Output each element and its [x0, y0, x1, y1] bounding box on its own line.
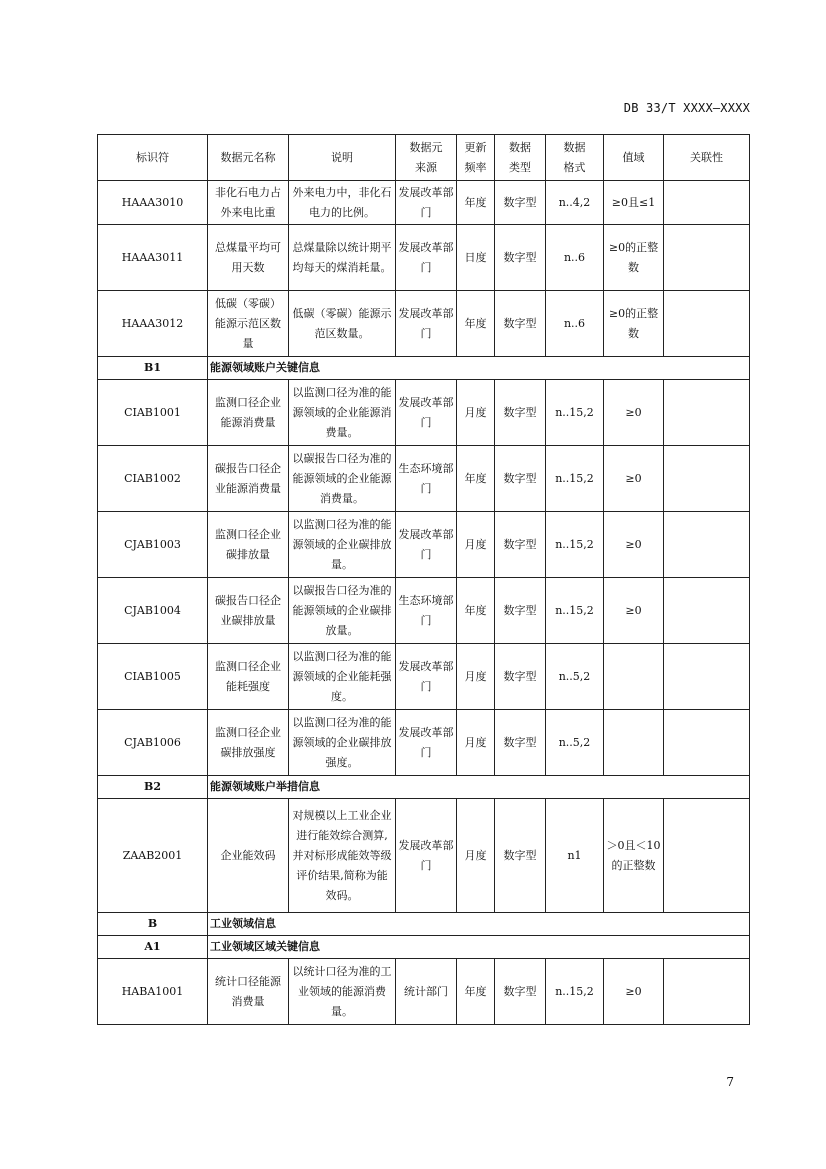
frequency-cell: 年度 [457, 446, 495, 512]
frequency-cell: 月度 [457, 512, 495, 578]
data-type-cell: 数字型 [495, 181, 546, 225]
source-cell: 生态环境部门 [396, 578, 457, 644]
col-header-data-format: 数据 格式 [546, 135, 604, 181]
frequency-cell: 年度 [457, 181, 495, 225]
element-name-cell: 监测口径企业碳排放强度 [208, 710, 289, 776]
element-name-cell: 监测口径企业碳排放量 [208, 512, 289, 578]
data-format-cell: n..5,2 [546, 710, 604, 776]
description-cell: 以监测口径为准的能源领域的企业碳排放强度。 [289, 710, 396, 776]
identifier-cell: HAAA3012 [98, 291, 208, 357]
source-cell: 发展改革部门 [396, 644, 457, 710]
value-range-cell [604, 710, 664, 776]
section-code: A1 [98, 936, 208, 959]
table-row [98, 446, 750, 512]
data-format-cell: n..5,2 [546, 644, 604, 710]
data-type-cell: 数字型 [495, 512, 546, 578]
data-element-table [97, 134, 750, 1025]
data-format-cell: n..15,2 [546, 446, 604, 512]
identifier-cell: HAAA3011 [98, 225, 208, 291]
element-name-cell: 统计口径能源消费量 [208, 959, 289, 1025]
frequency-cell: 月度 [457, 644, 495, 710]
element-name-cell: 企业能效码 [208, 799, 289, 913]
data-format-cell: n..15,2 [546, 380, 604, 446]
frequency-cell: 月度 [457, 799, 495, 913]
table-header-row [98, 135, 750, 181]
value-range-cell: ＞0且＜10的正整数 [604, 799, 664, 913]
description-cell: 以监测口径为准的能源领域的企业能源消费量。 [289, 380, 396, 446]
element-name-cell: 监测口径企业能源消费量 [208, 380, 289, 446]
frequency-cell: 年度 [457, 291, 495, 357]
document-code: DB 33/T XXXX—XXXX [623, 101, 750, 115]
data-type-cell: 数字型 [495, 291, 546, 357]
data-type-cell: 数字型 [495, 380, 546, 446]
value-range-cell: ≥0 [604, 380, 664, 446]
col-header-source: 数据元 来源 [396, 135, 457, 181]
description-cell: 总煤量除以统计期平均每天的煤消耗量。 [289, 225, 396, 291]
table-row [98, 225, 750, 291]
frequency-cell: 年度 [457, 578, 495, 644]
relation-cell [664, 644, 750, 710]
identifier-cell: HABA1001 [98, 959, 208, 1025]
description-cell: 对规模以上工业企业进行能效综合测算,并对标形成能效等级评价结果,简称为能效码。 [289, 799, 396, 913]
description-cell: 以碳报告口径为准的能源领域的企业碳排放量。 [289, 578, 396, 644]
table-row [98, 710, 750, 776]
col-header-frequency: 更新 频率 [457, 135, 495, 181]
page-number: 7 [726, 1075, 734, 1089]
data-format-cell: n1 [546, 799, 604, 913]
identifier-cell: CJAB1006 [98, 710, 208, 776]
section-row [98, 776, 750, 799]
description-cell: 以监测口径为准的能源领域的企业碳排放量。 [289, 512, 396, 578]
col-header-data-type: 数据 类型 [495, 135, 546, 181]
section-code: B [98, 913, 208, 936]
description-cell: 以监测口径为准的能源领域的企业能耗强度。 [289, 644, 396, 710]
section-code: B1 [98, 357, 208, 380]
relation-cell [664, 512, 750, 578]
source-cell: 发展改革部门 [396, 512, 457, 578]
element-name-cell: 监测口径企业能耗强度 [208, 644, 289, 710]
description-cell: 低碳（零碳）能源示范区数量。 [289, 291, 396, 357]
data-type-cell: 数字型 [495, 578, 546, 644]
source-cell: 发展改革部门 [396, 799, 457, 913]
data-type-cell: 数字型 [495, 959, 546, 1025]
table-row [98, 291, 750, 357]
value-range-cell: ≥0 [604, 578, 664, 644]
value-range-cell: ≥0的正整数 [604, 291, 664, 357]
identifier-cell: CJAB1003 [98, 512, 208, 578]
table-row [98, 512, 750, 578]
col-header-relation: 关联性 [664, 135, 750, 181]
data-format-cell: n..6 [546, 225, 604, 291]
source-cell: 发展改革部门 [396, 181, 457, 225]
table-row [98, 959, 750, 1025]
section-title: 能源领域账户举措信息 [208, 776, 750, 799]
element-name-cell: 总煤量平均可用天数 [208, 225, 289, 291]
value-range-cell: ≥0 [604, 446, 664, 512]
col-header-description: 说明 [289, 135, 396, 181]
identifier-cell: ZAAB2001 [98, 799, 208, 913]
identifier-cell: CIAB1005 [98, 644, 208, 710]
frequency-cell: 年度 [457, 959, 495, 1025]
description-cell: 以统计口径为准的工业领域的能源消费量。 [289, 959, 396, 1025]
frequency-cell: 日度 [457, 225, 495, 291]
value-range-cell: ≥0且≤1 [604, 181, 664, 225]
section-title: 能源领域账户关键信息 [208, 357, 750, 380]
table-row [98, 799, 750, 913]
value-range-cell [604, 644, 664, 710]
data-format-cell: n..15,2 [546, 578, 604, 644]
element-name-cell: 碳报告口径企业碳排放量 [208, 578, 289, 644]
section-title: 工业领域区域关键信息 [208, 936, 750, 959]
relation-cell [664, 799, 750, 913]
identifier-cell: HAAA3010 [98, 181, 208, 225]
section-row [98, 913, 750, 936]
relation-cell [664, 710, 750, 776]
data-type-cell: 数字型 [495, 710, 546, 776]
data-type-cell: 数字型 [495, 225, 546, 291]
table-row [98, 644, 750, 710]
description-cell: 以碳报告口径为准的能源领域的企业能源消费量。 [289, 446, 396, 512]
data-type-cell: 数字型 [495, 446, 546, 512]
section-code: B2 [98, 776, 208, 799]
relation-cell [664, 959, 750, 1025]
data-format-cell: n..6 [546, 291, 604, 357]
data-type-cell: 数字型 [495, 799, 546, 913]
relation-cell [664, 291, 750, 357]
data-format-cell: n..4,2 [546, 181, 604, 225]
section-title: 工业领域信息 [208, 913, 750, 936]
frequency-cell: 月度 [457, 380, 495, 446]
table-row [98, 380, 750, 446]
data-type-cell: 数字型 [495, 644, 546, 710]
col-header-element-name: 数据元名称 [208, 135, 289, 181]
value-range-cell: ≥0 [604, 959, 664, 1025]
value-range-cell: ≥0的正整数 [604, 225, 664, 291]
col-header-value-range: 值域 [604, 135, 664, 181]
section-row [98, 936, 750, 959]
identifier-cell: CIAB1002 [98, 446, 208, 512]
element-name-cell: 碳报告口径企业能源消费量 [208, 446, 289, 512]
source-cell: 生态环境部门 [396, 446, 457, 512]
identifier-cell: CIAB1001 [98, 380, 208, 446]
col-header-identifier: 标识符 [98, 135, 208, 181]
source-cell: 发展改革部门 [396, 710, 457, 776]
frequency-cell: 月度 [457, 710, 495, 776]
data-format-cell: n..15,2 [546, 959, 604, 1025]
element-name-cell: 低碳（零碳）能源示范区数量 [208, 291, 289, 357]
source-cell: 发展改革部门 [396, 291, 457, 357]
section-row [98, 357, 750, 380]
source-cell: 发展改革部门 [396, 225, 457, 291]
relation-cell [664, 578, 750, 644]
table-row [98, 181, 750, 225]
relation-cell [664, 225, 750, 291]
identifier-cell: CJAB1004 [98, 578, 208, 644]
table-row [98, 578, 750, 644]
relation-cell [664, 181, 750, 225]
description-cell: 外来电力中，非化石电力的比例。 [289, 181, 396, 225]
element-name-cell: 非化石电力占外来电比重 [208, 181, 289, 225]
value-range-cell: ≥0 [604, 512, 664, 578]
relation-cell [664, 446, 750, 512]
data-format-cell: n..15,2 [546, 512, 604, 578]
source-cell: 统计部门 [396, 959, 457, 1025]
relation-cell [664, 380, 750, 446]
source-cell: 发展改革部门 [396, 380, 457, 446]
